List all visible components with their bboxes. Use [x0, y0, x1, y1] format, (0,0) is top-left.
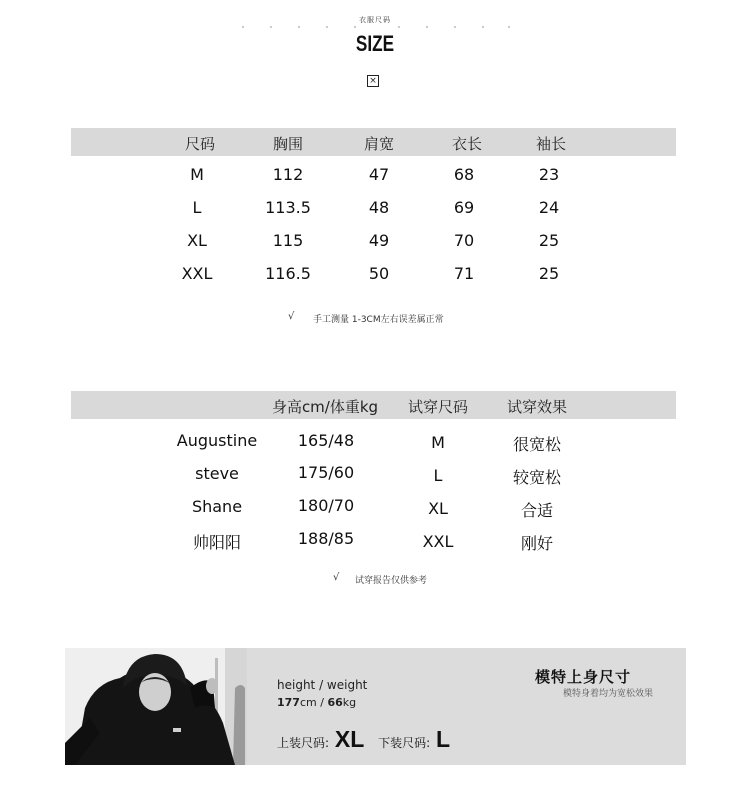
column-header-length: 衣长	[451, 135, 482, 153]
table-cell: 112	[272, 165, 304, 184]
table-cell: 25	[538, 231, 560, 250]
column-header-shoulder: 肩宽	[363, 135, 394, 153]
height-unit: cm /	[299, 696, 328, 709]
table-cell-name: Augustine	[176, 431, 258, 450]
top-size-value: XL	[334, 726, 365, 752]
model-photo-illustration	[65, 648, 247, 765]
table-cell: 较宽松	[512, 468, 561, 487]
table-cell: 115	[272, 231, 304, 250]
table-cell: 68	[453, 165, 475, 184]
note-text: 试穿报告仅供参考	[355, 576, 428, 586]
bottom-size-value: L	[435, 726, 451, 752]
table-cell: 合适	[520, 501, 553, 520]
note-text: 手工测量 1-3CM左右误差属正常	[313, 315, 444, 325]
table-cell: 116.5	[265, 264, 311, 283]
table-cell: 24	[538, 198, 560, 217]
table-cell-name: 帅阳阳	[192, 533, 241, 552]
table-cell: 25	[538, 264, 560, 283]
table-cell-name: Shane	[191, 497, 243, 516]
table-cell: XXL	[422, 532, 454, 551]
table-cell: 113.5	[265, 198, 311, 217]
table-cell: M	[190, 165, 204, 184]
table-cell: 48	[368, 198, 390, 217]
column-header-sleeve: 袖长	[535, 135, 566, 153]
table-cell: 188/85	[297, 529, 355, 548]
model-title: 模特上身尺寸	[535, 668, 632, 686]
table-cell: 很宽松	[512, 435, 561, 454]
table-cell: 47	[368, 165, 390, 184]
column-header-tried-size: 试穿尺码	[407, 398, 468, 416]
height-value: 177	[277, 696, 300, 709]
weight-unit: kg	[342, 696, 357, 709]
top-size-label: 上装尺码:	[277, 736, 330, 750]
table-cell: 71	[453, 264, 475, 283]
table-cell: 70	[453, 231, 475, 250]
table-cell: XL	[187, 231, 207, 250]
model-sizes	[277, 726, 450, 752]
table-cell: XL	[428, 499, 448, 518]
table-cell: 刚好	[520, 534, 553, 553]
column-header-size: 尺码	[184, 135, 215, 153]
table-cell: 23	[538, 165, 560, 184]
table-cell: M	[431, 433, 445, 452]
table-cell: 165/48	[297, 431, 355, 450]
page-title: SIZE	[355, 31, 395, 56]
table-cell: XXL	[181, 264, 213, 283]
model-info-panel	[65, 648, 686, 765]
model-photo	[65, 648, 247, 765]
column-header-chest: 胸围	[272, 135, 303, 153]
table-cell: 49	[368, 231, 390, 250]
table-cell: L	[433, 466, 443, 485]
close-box-icon: ×	[367, 75, 379, 87]
decorative-dots	[242, 26, 510, 30]
model-subtitle: 模特身着均为宽松效果	[563, 689, 654, 699]
section-subtitle: 衣服尺码	[359, 16, 391, 24]
check-mark-icon: √	[288, 311, 295, 322]
table-cell-name: steve	[195, 464, 239, 483]
table-cell: 50	[368, 264, 390, 283]
height-weight-label: height / weight	[277, 678, 368, 692]
table-cell: L	[192, 198, 202, 217]
table-cell: 69	[453, 198, 475, 217]
bottom-size-label: 下装尺码:	[378, 736, 431, 750]
table-cell: 180/70	[297, 496, 355, 515]
column-header-height-weight: 身高cm/体重kg	[271, 398, 379, 416]
column-header-fit-effect: 试穿效果	[506, 398, 567, 416]
height-weight-value	[277, 696, 356, 709]
table-cell: 175/60	[297, 463, 355, 482]
check-mark-icon: √	[333, 572, 340, 583]
weight-value: 66	[327, 696, 343, 709]
